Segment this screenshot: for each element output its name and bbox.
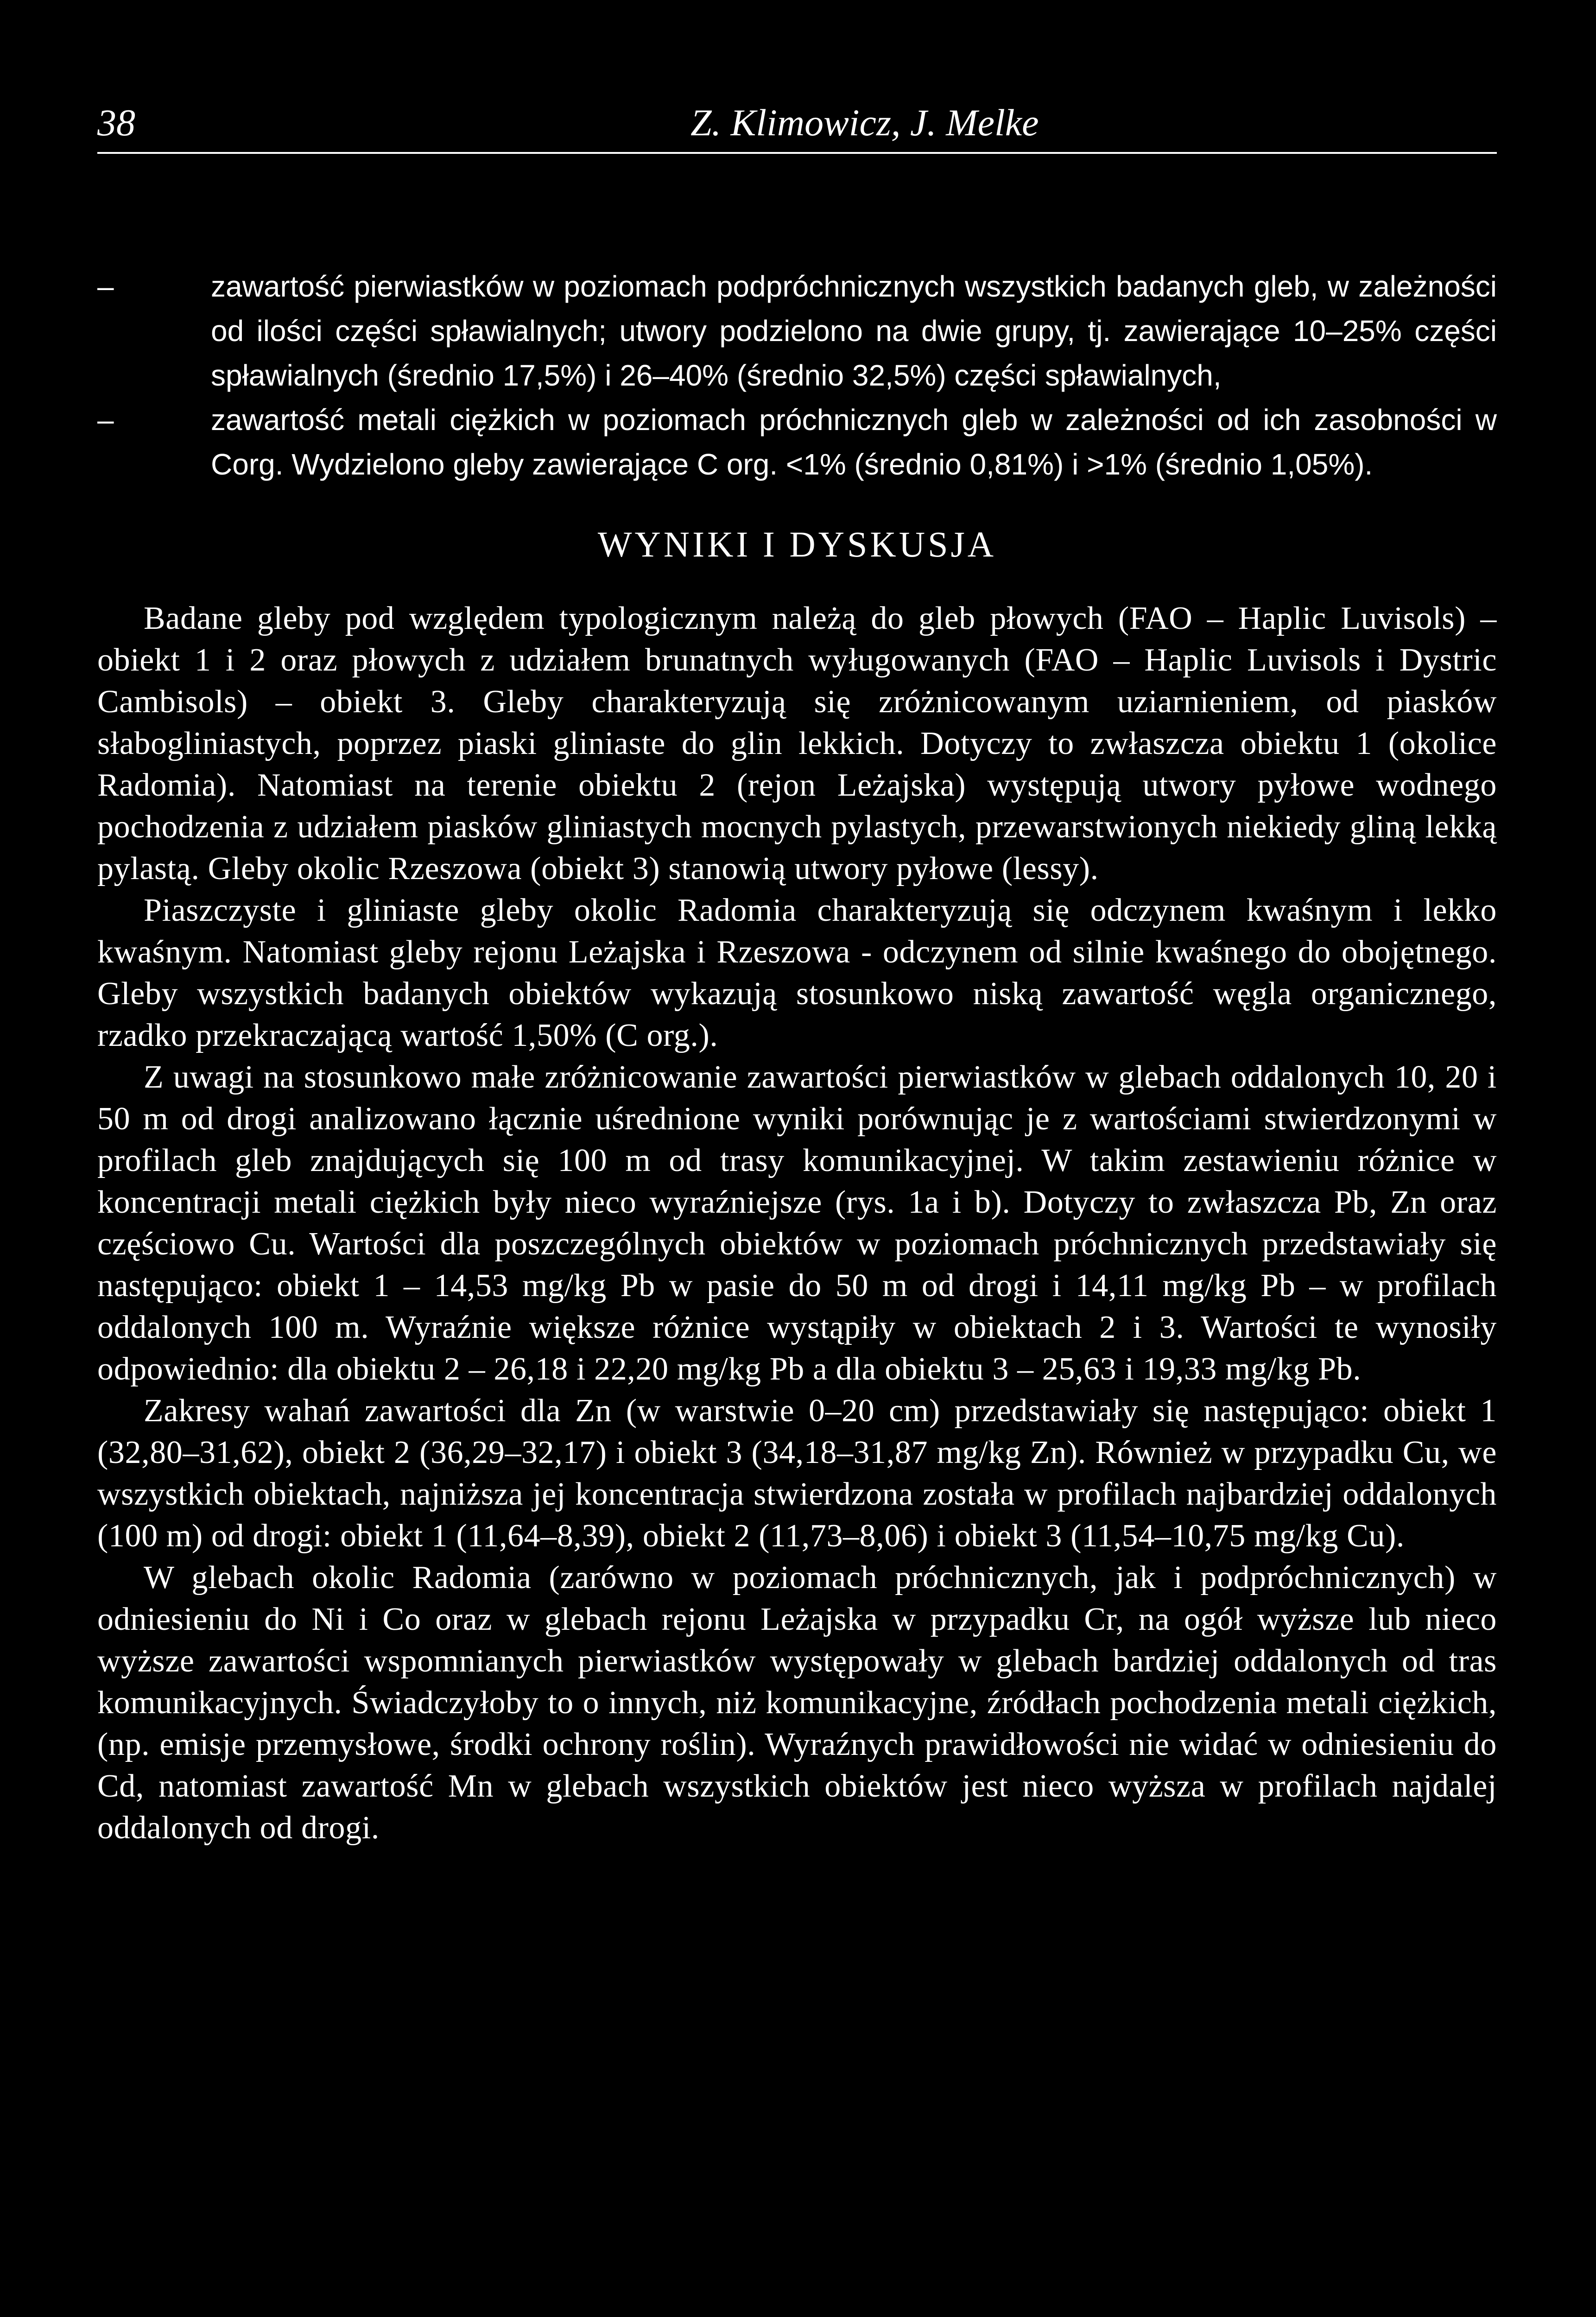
paragraph: Z uwagi na stosunkowo małe zróżnicowanie zawartości pierwiastków w glebach oddalonych 10, 20 i 50 m od drogi analizowano łącznie uśrednione wyniki porównując je z wartościami stwierdzonymi w profilach gleb znajdujących się 100 m od trasy komunikacyjnej. W takim zestawieniu różnice w koncentracji metali ciężkich były nieco wyraźniejsze (rys. 1a i b). Dotyczy to zwłaszcza Pb, Zn oraz częściowo Cu. Wartości dla poszczególnych obiektów w poziomach próchnicznych przedstawiały się następująco: obiekt 1 – 14,53 mg/kg Pb w pasie do 50 m od drogi i 14,11 mg/kg Pb – w profilach oddalonych 100 m. Wyraźnie większe różnice wystąpiły w obiektach 2 i 3. Wartości te wynosiły odpowiednio: dla obiektu 2 – 26,18 i 22,20 mg/kg Pb a dla obiektu 3 – 25,63 i 19,33 mg/kg Pb. [97, 1059, 1497, 1387]
paragraph: Zakresy wahań zawartości dla Zn (w warstwie 0–20 cm) przedstawiały się następująco: obiekt 1 (32,80–31,62), obiekt 2 (36,29–32,17) i obiekt 3 (34,18–31,87 mg/kg Zn). Również w przypadku Cu, we wszystkich obiektach, najniższa jej koncentracja stwierdzona została w profilach najbardziej oddalonych (100 m) od drogi: obiekt 1 (11,64–8,39), obiekt 2 (11,73–8,06) i obiekt 3 (11,54–10,75 mg/kg Cu). [97, 1393, 1497, 1554]
section-heading: WYNIKI I DYSKUSJA [597, 524, 997, 564]
bullet-item [97, 398, 1497, 487]
paragraph: Badane gleby pod względem typologicznym należą do gleb płowych (FAO – Haplic Luvisols) – obiekt 1 i 2 oraz płowych z udziałem brunatnych wyługowanych (FAO – Haplic Luvisols i Dystric Cambisols) – obiekt 3. Gleby charakteryzują się zróżnicowanym uziarnieniem, od piasków słabogliniastych, poprzez piaski gliniaste do glin lekkich. Dotyczy to zwłaszcza obiektu 1 (okolice Radomia). Natomiast na terenie obiektu 2 (rejon Leżajska) występują utwory pyłowe wodnego pochodzenia z udziałem piasków gliniastych mocnych pylastych, przewarstwionych niekiedy gliną lekką pylastą. Gleby okolic Rzeszowa (obiekt 3) stanowią utwory pyłowe (lessy). [97, 601, 1497, 886]
bullet-dash: – [97, 403, 114, 437]
page-number: 38 [97, 101, 135, 144]
body-text [97, 264, 1497, 1849]
paragraph: W glebach okolic Radomia (zarówno w poziomach próchnicznych, jak i podpróchnicznych) w odniesieniu do Ni i Co oraz w glebach rejonu Leżajska w przypadku Cr, na ogół wyższe lub nieco wyższe zawartości wspomnianych pierwiastków występowały w glebach bardziej oddalonych od tras komunikacyjnych. Świadczyłoby to o innych, niż komunikacyjne, źródłach pochodzenia metali ciężkich, (np. emisje przemysłowe, środki ochrony roślin). Wyraźnych prawidłowości nie widać w odniesieniu do Cd, natomiast zawartość Mn w glebach wszystkich obiektów jest nieco wyższa w profilach najdalej oddalonych od drogi. [97, 1560, 1497, 1846]
bullet-dash: – [97, 270, 114, 303]
bullet-item [97, 264, 1497, 398]
paragraph: Piaszczyste i gliniaste gleby okolic Radomia charakteryzują się odczynem kwaśnym i lekko kwaśnym. Natomiast gleby rejonu Leżajska i Rzeszowa - odczynem od silnie kwaśnego do obojętnego. Gleby wszystkich badanych obiektów wykazują stosunkowo niską zawartość węgla organicznego, rzadko przekraczającą wartość 1,50% (C org.). [97, 893, 1497, 1053]
bullet-text: zawartość metali ciężkich w poziomach próchnicznych gleb w zależności od ich zasobności w Corg. Wydzielono gleby zawierające C org. <1% (średnio 0,81%) i >1% (średnio 1,05%). [211, 403, 1497, 481]
running-header [97, 97, 1497, 153]
running-header-authors: Z. Klimowicz, J. Melke [690, 101, 1039, 144]
bullet-text: zawartość pierwiastków w poziomach podpróchnicznych wszystkich badanych gleb, w zależności od ilości części spławialnych; utwory podzielono na dwie grupy, tj. zawierające 10–25% części spławialnych (średnio 17,5%) i 26–40% (średnio 32,5%) części spławialnych, [211, 270, 1497, 392]
header-rule [97, 152, 1497, 154]
